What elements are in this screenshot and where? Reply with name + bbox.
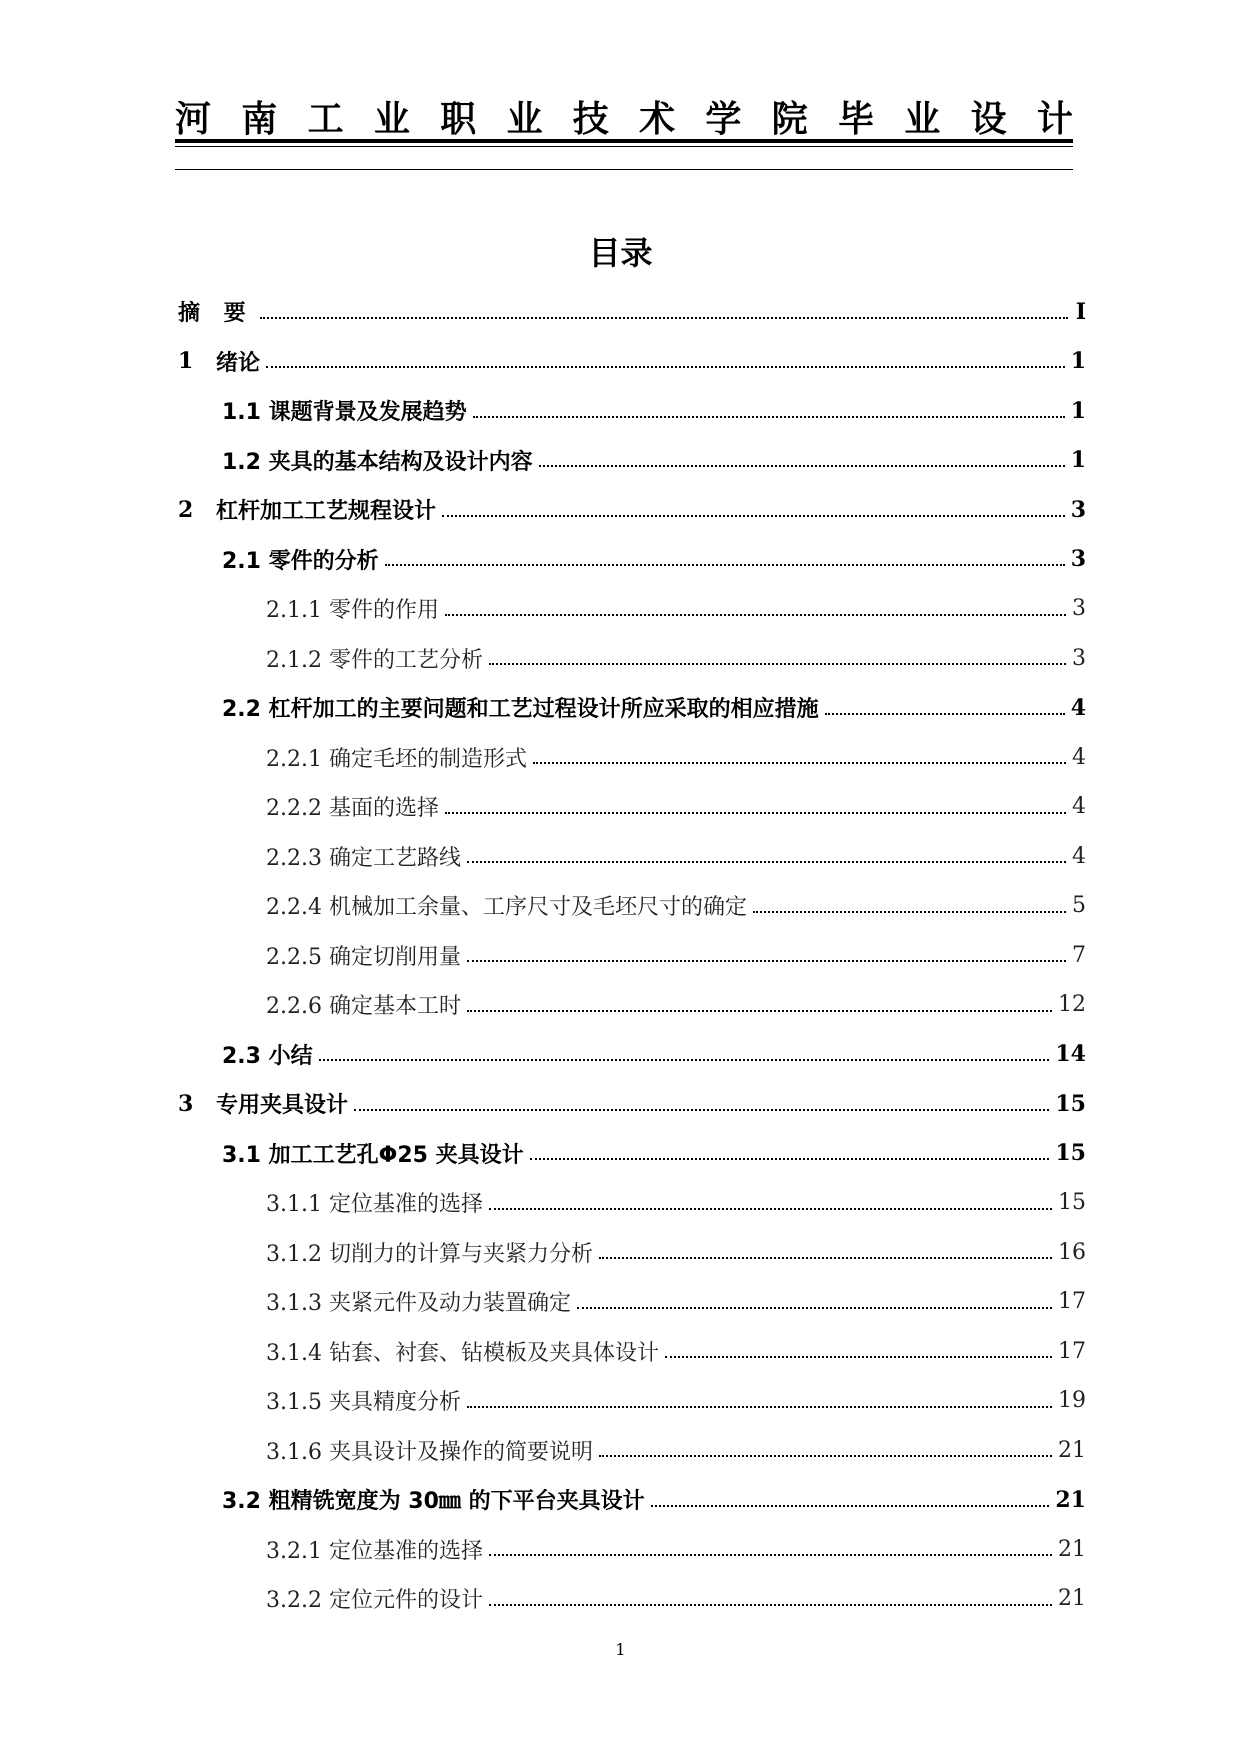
toc-entry-title: 2.3 小结	[222, 1043, 313, 1069]
toc-entry-page: I	[1075, 298, 1086, 325]
toc-entry-title: 2.2.1 确定毛坯的制造形式	[266, 746, 527, 772]
toc-entry-title: 2.1 零件的分析	[222, 548, 379, 574]
toc-entry[interactable]	[178, 634, 1086, 684]
toc-dot-leader	[473, 416, 1065, 418]
toc-entry[interactable]	[178, 485, 1086, 535]
toc-entry-title: 2.2 杠杆加工的主要问题和工艺过程设计所应采取的相应措施	[222, 697, 819, 723]
toc-entry[interactable]	[178, 832, 1086, 882]
toc-entry[interactable]	[178, 1574, 1086, 1624]
toc-entry-number: 3	[178, 1090, 194, 1117]
toc-dot-leader	[467, 960, 1066, 962]
toc-entry-title: 3.2.1 定位基准的选择	[266, 1538, 483, 1564]
toc-entry-number: 1	[178, 348, 194, 375]
toc-entry-title: 3.2 粗精铣宽度为 30㎜ 的下平台夹具设计	[222, 1489, 645, 1515]
header-title-char: 设	[970, 98, 1007, 140]
toc-entry[interactable]	[178, 980, 1086, 1030]
toc-dot-leader	[530, 1158, 1050, 1160]
toc-dot-leader	[354, 1109, 1049, 1111]
toc-entry[interactable]	[178, 733, 1086, 783]
toc-entry-page: 21	[1058, 1586, 1086, 1612]
toc-entry-title: 2.2.4 机械加工余量、工序尺寸及毛坯尺寸的确定	[266, 895, 747, 921]
toc-entry-page: 4	[1072, 843, 1086, 869]
toc-dot-leader	[467, 1010, 1052, 1012]
header-title-char: 技	[572, 98, 609, 140]
toc-dot-leader	[665, 1356, 1052, 1358]
toc-dot-leader	[599, 1455, 1052, 1457]
toc-entry[interactable]	[178, 1327, 1086, 1377]
toc-entry[interactable]	[178, 1178, 1086, 1228]
header-title-char: 河	[175, 98, 212, 140]
toc-entry[interactable]	[178, 683, 1086, 733]
toc-entry-page: 3	[1070, 546, 1086, 573]
toc-entry[interactable]	[178, 436, 1086, 486]
toc-dot-leader	[260, 317, 1068, 319]
header-title-char: 计	[1036, 98, 1073, 140]
toc-entry-title: 摘 要	[178, 301, 254, 327]
toc-entry-page: 4	[1070, 694, 1086, 721]
toc-dot-leader	[651, 1505, 1050, 1507]
toc-entry-title: 2.2.5 确定切削用量	[266, 944, 461, 970]
toc-dot-leader	[467, 1406, 1052, 1408]
toc-entry-title: 2.1.2 零件的工艺分析	[266, 647, 483, 673]
toc-entry[interactable]	[178, 535, 1086, 585]
toc-dot-leader	[825, 713, 1065, 715]
toc-entry[interactable]	[178, 386, 1086, 436]
toc-entry[interactable]	[178, 782, 1086, 832]
toc-entry-title: 2.2.3 确定工艺路线	[266, 845, 461, 871]
toc-dot-leader	[319, 1059, 1050, 1061]
header-title-char: 业	[506, 98, 543, 140]
toc-entry-title: 2.2.2 基面的选择	[266, 796, 439, 822]
toc-entry-title: 3.1.5 夹具精度分析	[266, 1390, 461, 1416]
toc-entry[interactable]	[178, 287, 1086, 337]
toc-dot-leader	[467, 861, 1066, 863]
header-title-char: 业	[373, 98, 410, 140]
toc-entry-page: 15	[1058, 1190, 1086, 1216]
toc-entry-page: 21	[1058, 1536, 1086, 1562]
toc-entry-page: 4	[1072, 744, 1086, 770]
toc-entry-title: 2.1.1 零件的作用	[266, 598, 439, 624]
header-title-char: 术	[639, 98, 676, 140]
toc-dot-leader	[385, 564, 1065, 566]
toc-dot-leader	[489, 1208, 1052, 1210]
toc-entry-page: 1	[1070, 447, 1086, 474]
toc-entry-page: 3	[1072, 596, 1086, 622]
toc-entry-title: 3.1.2 切削力的计算与夹紧力分析	[266, 1241, 593, 1267]
toc-dot-leader	[577, 1307, 1052, 1309]
toc-entry[interactable]	[178, 584, 1086, 634]
toc-entry-title: 3.1.4 钻套、衬套、钻模板及夹具体设计	[266, 1340, 659, 1366]
toc-entry[interactable]	[178, 931, 1086, 981]
toc-dot-leader	[489, 1554, 1052, 1556]
table-of-contents	[178, 287, 1086, 1624]
header-title-char: 毕	[837, 98, 874, 140]
toc-entry-title: 1.2 夹具的基本结构及设计内容	[222, 449, 533, 475]
header-title-char: 业	[904, 98, 941, 140]
toc-entry[interactable]	[178, 1129, 1086, 1179]
footer-page-number: 1	[615, 1640, 626, 1659]
toc-entry-title: 绪论	[216, 350, 261, 376]
toc-entry-page: 19	[1058, 1388, 1086, 1414]
toc-dot-leader	[489, 1604, 1052, 1606]
toc-entry-page: 15	[1055, 1140, 1086, 1167]
toc-entry-page: 7	[1072, 942, 1086, 968]
toc-entry[interactable]	[178, 1228, 1086, 1278]
toc-entry[interactable]	[178, 1376, 1086, 1426]
toc-entry-page: 1	[1070, 348, 1086, 375]
toc-entry[interactable]	[178, 337, 1086, 387]
toc-dot-leader	[753, 911, 1066, 913]
toc-entry-page: 17	[1058, 1338, 1086, 1364]
toc-entry-title: 2.2.6 确定基本工时	[266, 994, 461, 1020]
toc-entry-page: 3	[1070, 496, 1086, 523]
toc-entry-title: 3.1.1 定位基准的选择	[266, 1192, 483, 1218]
toc-entry-page: 21	[1055, 1486, 1086, 1513]
toc-dot-leader	[533, 762, 1066, 764]
document-header-title	[175, 88, 1073, 144]
toc-entry-page: 15	[1055, 1090, 1086, 1117]
header-title-char: 南	[241, 98, 278, 140]
toc-entry[interactable]	[178, 1426, 1086, 1476]
toc-entry-title: 3.2.2 定位元件的设计	[266, 1588, 483, 1614]
toc-entry-page: 3	[1072, 645, 1086, 671]
toc-dot-leader	[489, 663, 1066, 665]
header-title-char: 职	[440, 98, 477, 140]
toc-entry-page: 12	[1058, 992, 1086, 1018]
toc-entry[interactable]	[178, 1277, 1086, 1327]
toc-entry-title: 1.1 课题背景及发展趋势	[222, 400, 467, 426]
toc-entry-page: 14	[1055, 1041, 1086, 1068]
header-title-char: 学	[705, 98, 742, 140]
toc-entry[interactable]	[178, 1079, 1086, 1129]
toc-entry-page: 5	[1072, 893, 1086, 919]
header-rule-thick	[175, 139, 1073, 143]
toc-dot-leader	[266, 366, 1065, 368]
toc-entry[interactable]	[178, 1030, 1086, 1080]
toc-entry-title: 杠杆加工工艺规程设计	[216, 499, 437, 525]
toc-entry-page: 1	[1070, 397, 1086, 424]
toc-entry-page: 16	[1058, 1239, 1086, 1265]
header-rule-bottom	[175, 169, 1073, 170]
toc-entry-title: 3.1.6 夹具设计及操作的简要说明	[266, 1439, 593, 1465]
toc-entry-page: 17	[1058, 1289, 1086, 1315]
toc-entry-title: 专用夹具设计	[216, 1093, 349, 1119]
toc-entry-page: 21	[1058, 1437, 1086, 1463]
toc-dot-leader	[599, 1257, 1052, 1259]
toc-dot-leader	[445, 812, 1066, 814]
toc-entry-title: 3.1.3 夹紧元件及动力装置确定	[266, 1291, 571, 1317]
toc-entry[interactable]	[178, 881, 1086, 931]
toc-dot-leader	[445, 614, 1066, 616]
toc-dot-leader	[442, 515, 1065, 517]
toc-entry-page: 4	[1072, 794, 1086, 820]
header-rule-thin	[175, 146, 1073, 147]
toc-entry[interactable]	[178, 1475, 1086, 1525]
header-title-char: 工	[307, 98, 344, 140]
toc-title: 目录	[588, 234, 653, 272]
toc-entry-number: 2	[178, 496, 194, 523]
toc-dot-leader	[539, 465, 1065, 467]
toc-entry[interactable]	[178, 1525, 1086, 1575]
header-title-char: 院	[771, 98, 808, 140]
toc-entry-title: 3.1 加工工艺孔Φ25 夹具设计	[222, 1142, 524, 1168]
